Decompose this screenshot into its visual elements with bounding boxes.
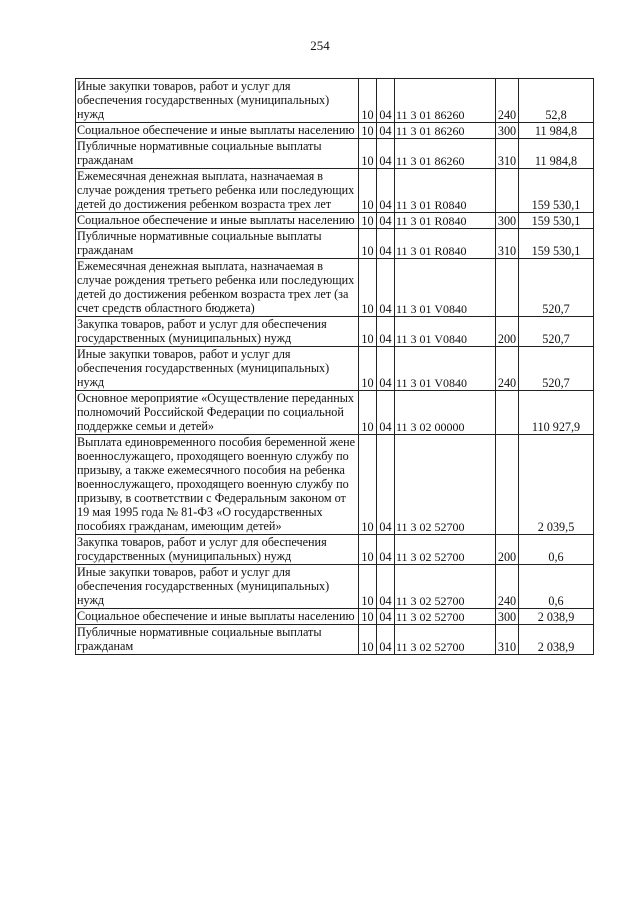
row-expense-type-cell: 300 [496, 123, 519, 139]
row-amount-cell: 11 984,8 [519, 139, 594, 169]
row-name-cell: Закупка товаров, работ и услуг для обеспечения государственных (муниципальных) нужд [76, 317, 359, 347]
row-target-article-cell: 11 3 01 86260 [395, 79, 496, 123]
row-expense-type-cell [496, 169, 519, 213]
row-subsection-cell: 04 [377, 259, 395, 317]
row-subsection-cell: 04 [377, 391, 395, 435]
row-target-article-cell: 11 3 01 R0840 [395, 213, 496, 229]
row-amount-cell: 2 038,9 [519, 609, 594, 625]
row-expense-type-cell: 310 [496, 229, 519, 259]
row-section-cell: 10 [359, 535, 377, 565]
row-name-cell: Ежемесячная денежная выплата, назначаемая в случае рождения третьего ребенка или последующих детей до достижения ребенком возраста трех лет [76, 169, 359, 213]
row-expense-type-cell [496, 259, 519, 317]
table-row [76, 79, 594, 123]
row-name-cell: Социальное обеспечение и иные выплаты населению [76, 213, 359, 229]
row-expense-type-cell: 300 [496, 213, 519, 229]
row-section-cell: 10 [359, 79, 377, 123]
table-row [76, 535, 594, 565]
row-expense-type-cell: 310 [496, 139, 519, 169]
row-amount-cell: 0,6 [519, 535, 594, 565]
row-amount-cell: 2 039,5 [519, 435, 594, 535]
row-name-cell: Основное мероприятие «Осуществление переданных полномочий Российской Федерации по социальной поддержке семьи и детей» [76, 391, 359, 435]
row-subsection-cell: 04 [377, 213, 395, 229]
table-row [76, 317, 594, 347]
table-row [76, 347, 594, 391]
row-subsection-cell: 04 [377, 169, 395, 213]
row-target-article-cell: 11 3 01 R0840 [395, 229, 496, 259]
table-row [76, 391, 594, 435]
row-section-cell: 10 [359, 609, 377, 625]
row-target-article-cell: 11 3 01 V0840 [395, 259, 496, 317]
row-name-cell: Иные закупки товаров, работ и услуг для обеспечения государственных (муниципальных) нужд [76, 565, 359, 609]
row-name-cell: Ежемесячная денежная выплата, назначаемая в случае рождения третьего ребенка или последующих детей до достижения ребенком возраста трех лет (за счет средств областного бюджета) [76, 259, 359, 317]
row-target-article-cell: 11 3 02 52700 [395, 565, 496, 609]
row-expense-type-cell: 240 [496, 79, 519, 123]
table-row [76, 123, 594, 139]
table-row [76, 229, 594, 259]
row-subsection-cell: 04 [377, 229, 395, 259]
row-target-article-cell: 11 3 01 V0840 [395, 317, 496, 347]
row-section-cell: 10 [359, 347, 377, 391]
table-row [76, 625, 594, 655]
row-subsection-cell: 04 [377, 347, 395, 391]
row-subsection-cell: 04 [377, 609, 395, 625]
table-row [76, 609, 594, 625]
table-row [76, 435, 594, 535]
row-expense-type-cell: 300 [496, 609, 519, 625]
row-name-cell: Закупка товаров, работ и услуг для обеспечения государственных (муниципальных) нужд [76, 535, 359, 565]
row-target-article-cell: 11 3 02 52700 [395, 609, 496, 625]
row-subsection-cell: 04 [377, 79, 395, 123]
row-section-cell: 10 [359, 169, 377, 213]
budget-table-body [76, 79, 594, 655]
row-name-cell: Социальное обеспечение и иные выплаты населению [76, 609, 359, 625]
row-subsection-cell: 04 [377, 625, 395, 655]
table-row [76, 259, 594, 317]
row-subsection-cell: 04 [377, 317, 395, 347]
row-name-cell: Публичные нормативные социальные выплаты гражданам [76, 625, 359, 655]
row-section-cell: 10 [359, 259, 377, 317]
row-amount-cell: 52,8 [519, 79, 594, 123]
table-row [76, 213, 594, 229]
row-amount-cell: 159 530,1 [519, 169, 594, 213]
row-amount-cell: 2 038,9 [519, 625, 594, 655]
row-expense-type-cell: 240 [496, 347, 519, 391]
row-subsection-cell: 04 [377, 565, 395, 609]
table-row [76, 139, 594, 169]
row-expense-type-cell: 240 [496, 565, 519, 609]
page-number: 254 [310, 38, 330, 53]
row-amount-cell: 159 530,1 [519, 229, 594, 259]
row-subsection-cell: 04 [377, 535, 395, 565]
row-name-cell: Иные закупки товаров, работ и услуг для обеспечения государственных (муниципальных) нужд [76, 79, 359, 123]
row-target-article-cell: 11 3 02 52700 [395, 535, 496, 565]
row-section-cell: 10 [359, 213, 377, 229]
row-name-cell: Выплата единовременного пособия беременной жене военнослужащего, проходящего военную службу по призыву, а также ежемесячного пособия на ребенка военнослужащего, проходящего военную службу по призыву, в соответствии с Федеральным законом от 19 мая 1995 года № 81-ФЗ «О государственных пособиях гражданам, имеющим детей» [76, 435, 359, 535]
row-target-article-cell: 11 3 01 V0840 [395, 347, 496, 391]
row-target-article-cell: 11 3 02 52700 [395, 625, 496, 655]
row-target-article-cell: 11 3 01 86260 [395, 123, 496, 139]
row-amount-cell: 520,7 [519, 259, 594, 317]
row-section-cell: 10 [359, 391, 377, 435]
row-expense-type-cell: 200 [496, 535, 519, 565]
table-row [76, 565, 594, 609]
row-amount-cell: 11 984,8 [519, 123, 594, 139]
row-expense-type-cell [496, 435, 519, 535]
row-name-cell: Публичные нормативные социальные выплаты гражданам [76, 139, 359, 169]
row-amount-cell: 520,7 [519, 347, 594, 391]
row-section-cell: 10 [359, 625, 377, 655]
row-target-article-cell: 11 3 02 52700 [395, 435, 496, 535]
row-target-article-cell: 11 3 02 00000 [395, 391, 496, 435]
budget-table [75, 78, 594, 655]
table-row [76, 169, 594, 213]
row-subsection-cell: 04 [377, 435, 395, 535]
row-target-article-cell: 11 3 01 86260 [395, 139, 496, 169]
row-section-cell: 10 [359, 565, 377, 609]
row-amount-cell: 0,6 [519, 565, 594, 609]
row-section-cell: 10 [359, 229, 377, 259]
row-name-cell: Иные закупки товаров, работ и услуг для обеспечения государственных (муниципальных) нужд [76, 347, 359, 391]
row-expense-type-cell: 200 [496, 317, 519, 347]
row-section-cell: 10 [359, 317, 377, 347]
row-subsection-cell: 04 [377, 139, 395, 169]
row-amount-cell: 110 927,9 [519, 391, 594, 435]
row-name-cell: Социальное обеспечение и иные выплаты населению [76, 123, 359, 139]
row-section-cell: 10 [359, 139, 377, 169]
row-expense-type-cell [496, 391, 519, 435]
row-section-cell: 10 [359, 123, 377, 139]
row-target-article-cell: 11 3 01 R0840 [395, 169, 496, 213]
row-amount-cell: 159 530,1 [519, 213, 594, 229]
row-subsection-cell: 04 [377, 123, 395, 139]
row-name-cell: Публичные нормативные социальные выплаты гражданам [76, 229, 359, 259]
row-amount-cell: 520,7 [519, 317, 594, 347]
row-section-cell: 10 [359, 435, 377, 535]
row-expense-type-cell: 310 [496, 625, 519, 655]
